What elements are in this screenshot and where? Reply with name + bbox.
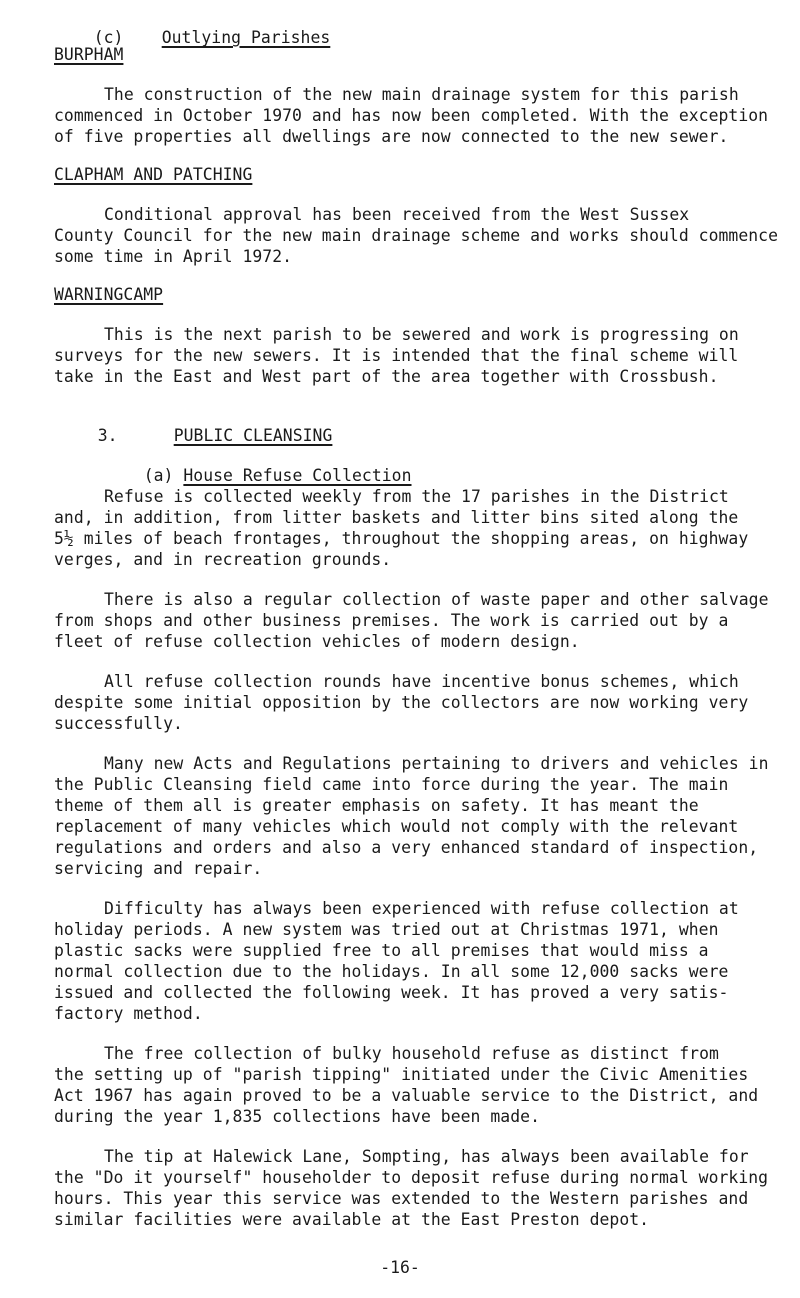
- paragraph-line: Act 1967 has again proved to be a valuable service to the District, and: [54, 1086, 759, 1105]
- paragraph-line: theme of them all is greater emphasis on safety. It has meant the: [54, 796, 699, 815]
- warningcamp-heading: WARNINGCAMP: [54, 285, 164, 304]
- section-a-label: (a): [143, 466, 174, 485]
- paragraph-line: holiday periods. A new system was tried out at Christmas 1971, when: [54, 920, 719, 939]
- paragraph-line: All refuse collection rounds have incentive bonus schemes, which: [104, 672, 739, 691]
- warningcamp-line-3: take in the East and West part of the area together with Crossbush.: [54, 367, 719, 386]
- paragraph-line: plastic sacks were supplied free to all premises that would miss a: [54, 941, 709, 960]
- paragraph-line: similar facilities were available at the East Preston depot.: [54, 1210, 650, 1229]
- paragraph-line: There is also a regular collection of waste paper and other salvage: [104, 590, 769, 609]
- paragraph-line: during the year 1,835 collections have been made.: [54, 1107, 540, 1126]
- paragraph-line: fleet of refuse collection vehicles of modern design.: [54, 632, 580, 651]
- paragraph-line: verges, and in recreation grounds.: [54, 550, 392, 569]
- paragraph-line: from shops and other business premises. The work is carried out by a: [54, 611, 729, 630]
- burpham-line-2: commenced in October 1970 and has now been completed. With the exception: [54, 106, 769, 125]
- paragraph-line: 5½ miles of beach frontages, throughout the shopping areas, on highway: [54, 529, 749, 548]
- paragraph-line: the Public Cleansing field came into force during the year. The main: [54, 775, 729, 794]
- page-number: -16-: [380, 1258, 420, 1277]
- clapham-line-2: County Council for the new main drainage scheme and works should commence: [54, 226, 779, 245]
- burpham-heading: BURPHAM: [54, 45, 124, 64]
- section-c-title: Outlying Parishes: [161, 28, 331, 47]
- paragraph-line: replacement of many vehicles which would not comply with the relevant: [54, 817, 739, 836]
- clapham-line-3: some time in April 1972.: [54, 247, 293, 266]
- paragraph-line: Many new Acts and Regulations pertaining to drivers and vehicles in: [104, 754, 769, 773]
- paragraph-line: normal collection due to the holidays. In all some 12,000 sacks were: [54, 962, 729, 981]
- paragraph-line: the "Do it yourself" householder to deposit refuse during normal working: [54, 1168, 769, 1187]
- paragraph-line: and, in addition, from litter baskets and litter bins sited along the: [54, 508, 739, 527]
- paragraph-line: The free collection of bulky household refuse as distinct from: [104, 1044, 719, 1063]
- paragraph-line: The tip at Halewick Lane, Sompting, has always been available for: [104, 1147, 749, 1166]
- paragraph-line: factory method.: [54, 1004, 203, 1023]
- section-c-label: (c): [93, 28, 124, 47]
- clapham-line-1: Conditional approval has been received from the West Sussex: [104, 205, 690, 224]
- warningcamp-line-2: surveys for the new sewers. It is intended that the final scheme will: [54, 346, 739, 365]
- burpham-line-3: of five properties all dwellings are now connected to the new sewer.: [54, 127, 729, 146]
- paragraph-line: despite some initial opposition by the collectors are now working very: [54, 693, 749, 712]
- paragraph-line: Difficulty has always been experienced with refuse collection at: [104, 899, 739, 918]
- paragraph-line: Refuse is collected weekly from the 17 parishes in the District: [104, 487, 729, 506]
- paragraph-line: issued and collected the following week. It has proved a very satis-: [54, 983, 729, 1002]
- section-a-title: House Refuse Collection: [183, 466, 412, 485]
- warningcamp-line-1: This is the next parish to be sewered and work is progressing on: [104, 325, 739, 344]
- section-3-title: PUBLIC CLEANSING: [173, 426, 333, 445]
- paragraph-line: the setting up of "parish tipping" initiated under the Civic Amenities: [54, 1065, 749, 1084]
- clapham-heading: CLAPHAM AND PATCHING: [54, 165, 253, 184]
- paragraph-line: successfully.: [54, 714, 183, 733]
- burpham-line-1: The construction of the new main drainage system for this parish: [104, 85, 739, 104]
- paragraph-line: regulations and orders and also a very enhanced standard of inspection,: [54, 838, 759, 857]
- section-3-number: 3.: [97, 426, 118, 445]
- paragraph-line: servicing and repair.: [54, 859, 263, 878]
- paragraph-line: hours. This year this service was extended to the Western parishes and: [54, 1189, 749, 1208]
